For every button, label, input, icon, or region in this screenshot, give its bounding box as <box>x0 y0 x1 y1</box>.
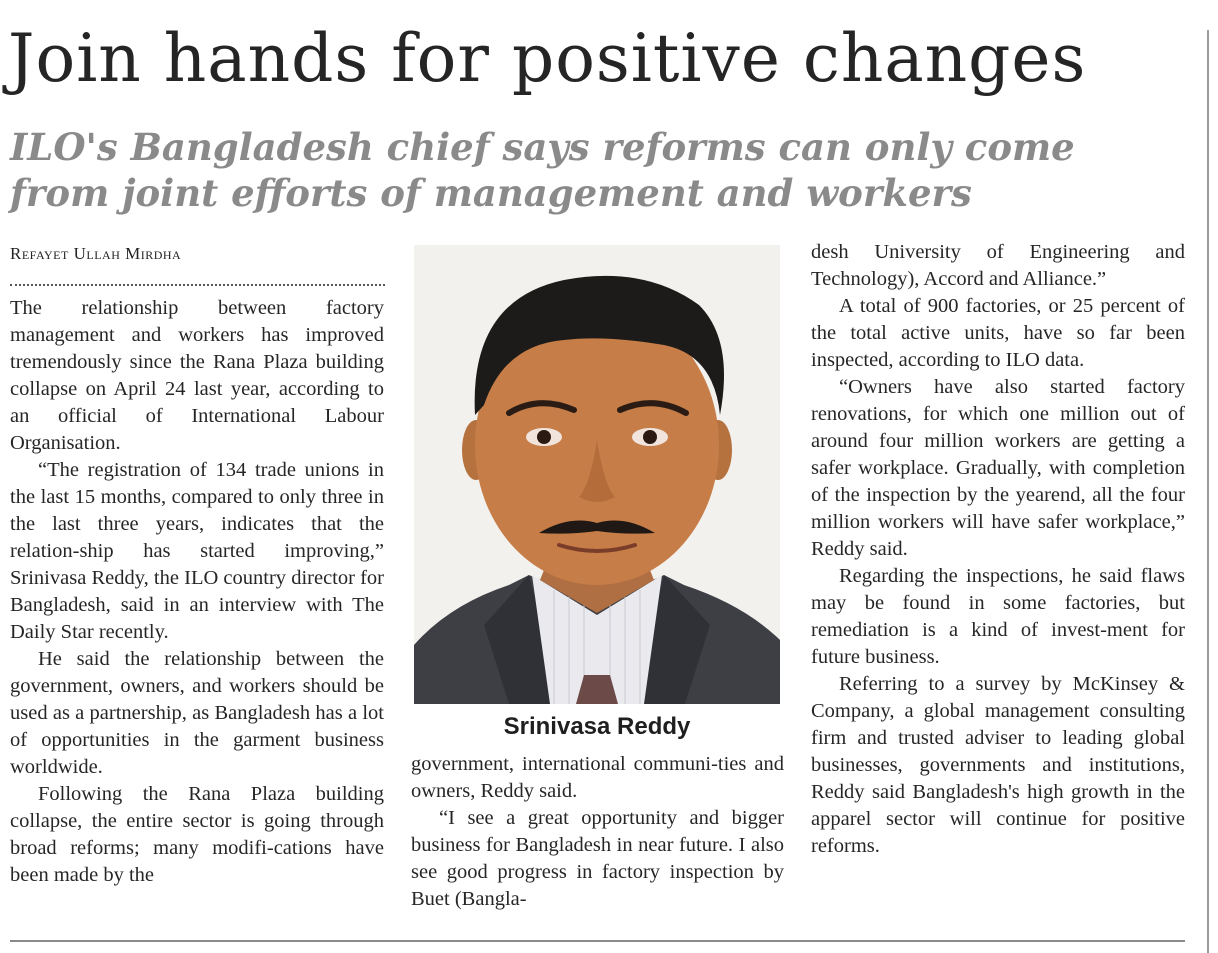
paragraph: government, international communi-ties and owners, Reddy said. <box>411 753 784 802</box>
subheadline-line-1: ILO's Bangladesh chief says reforms can only come <box>10 125 1075 169</box>
paragraph: The relationship between factory management and workers has improved tremendously since the Rana Plaza building collapse on April 24 last year, according to an official of International Labour Organisation. <box>10 297 384 454</box>
paragraph: Referring to a survey by McKinsey & Company, a global management consulting firm and trusted adviser to leading global businesses, governments and institutions, Reddy said Bangladesh's high growth in the apparel sector will continue for positive reforms. <box>811 673 1185 857</box>
subheadline <box>10 124 1160 216</box>
byline: Refayet Ullah Mirdha <box>10 244 182 263</box>
bottom-divider <box>10 940 1185 942</box>
headline: Join hands for positive changes <box>8 20 1087 97</box>
photo-caption: Srinivasa Reddy <box>503 713 691 740</box>
paragraph: desh University of Engineering and Technology), Accord and Alliance.” <box>811 241 1185 290</box>
paragraph: “The registration of 134 trade unions in the last 15 months, compared to only three in the last three years, indicates that the relation-ship has started improving,” Srinivasa Reddy, the ILO country director for Bangladesh, said in an interview with The Daily Star recently. <box>10 459 384 643</box>
portrait-photo <box>414 245 780 704</box>
paragraph: “I see a great opportunity and bigger business for Bangladesh in near future. I also see good progress in factory inspection by Buet (Bangla- <box>411 807 784 910</box>
paragraph: He said the relationship between the government, owners, and workers should be used as a partnership, as Bangladesh has a lot of opportunities in the garment business worldwide. <box>10 648 384 778</box>
paragraph: “Owners have also started factory renovations, for which one million out of around four million workers are getting a safer workplace. Gradually, with completion of the inspection by the yearend, all the four million workers will have safer workplace,” Reddy said. <box>811 376 1185 560</box>
article-column-2 <box>411 751 784 916</box>
portrait-illustration <box>414 245 780 704</box>
paragraph: A total of 900 factories, or 25 percent of the total active units, have so far been inspected, according to ILO data. <box>811 295 1185 371</box>
subheadline-line-2: from joint efforts of management and workers <box>10 171 972 215</box>
paragraph: Regarding the inspections, he said flaws may be found in some factories, but remediation is a kind of invest-ment for future business. <box>811 565 1185 668</box>
paragraph: Following the Rana Plaza building collapse, the entire sector is going through broad reforms; many modifi-cations have been made by the <box>10 783 384 886</box>
article-column-1 <box>10 295 384 915</box>
article-column-3 <box>811 239 1185 919</box>
column-divider-right <box>1207 30 1209 953</box>
byline-divider <box>10 284 385 286</box>
